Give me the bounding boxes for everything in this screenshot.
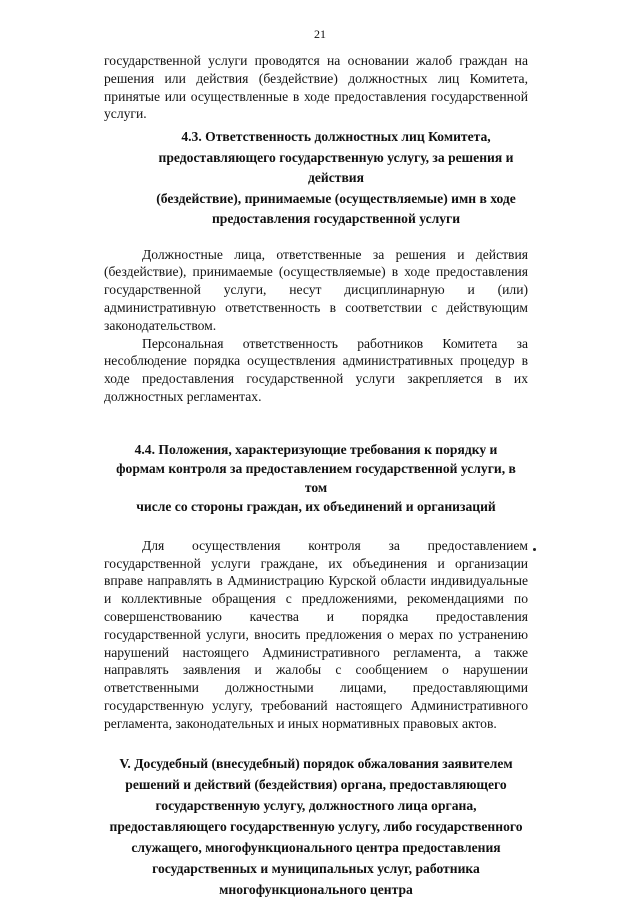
heading-line: государственную услугу, должностного лица органа, [155, 797, 477, 813]
heading-line: V. Досудебный (внесудебный) порядок обжалования заявителем [119, 755, 513, 771]
section-4-4-paragraph: Для осуществления контроля за предоставлением государственной услуги граждане, их объединения и организации вправе направлять в Администрацию Курской области индивидуальные и коллективные обращения с предложениями, рекомендациями по совершенствованию качества и порядка предоставления государственной услуги, вносить предложения о мерах по устранению нарушений настоящего Административного регламента, а также направлять заявления и жалобы с сообщением о нарушении ответственными должностными лицами, предоставляющими государственную услугу, требований настоящего Административного регламента, законодательных и иных нормативных правовых актов. [104, 537, 528, 731]
heading-line: 4.4. Положения, характеризующие требования к порядку и [134, 441, 498, 457]
page-content [104, 52, 528, 900]
section-4-4-heading [104, 440, 528, 516]
heading-line: государственных и муниципальных услуг, работника [152, 860, 480, 876]
section-5-heading [104, 753, 528, 900]
section-4-3-paragraph: Персональная ответственность работников Комитета за несоблюдение порядка осуществления административных процедур в ходе предоставления государственной услуги закрепляется в их должностных регламентах. [104, 335, 528, 405]
heading-line: формам контроля за предоставлением государственной услуги, в том [116, 460, 516, 495]
heading-line: предоставляющего государственную услугу, либо государственного [109, 818, 523, 834]
heading-line: предоставления государственной услуги [211, 211, 461, 227]
intro-paragraph: государственной услуги проводятся на основании жалоб граждан на решения или действия (бездействие) должностных лиц Комитета, принятые или осуществленные в ходе предоставления государственной услуги. [104, 53, 528, 122]
heading-line: решений и действий (бездействия) органа, предоставляющего [125, 776, 507, 792]
stray-dot-mark [533, 548, 536, 551]
section-4-3-paragraph: Должностные лица, ответственные за решения и действия (бездействие), принимаемые (осуществляемые) в ходе предоставления государственной услуги, несут дисциплинарную и (или) административную ответственность в соответствии с действующим законодательством. [104, 246, 528, 333]
heading-line: 4.3. Ответственность должностных лиц Комитета, [181, 129, 491, 145]
heading-line: числе со стороны граждан, их объединений и организаций [136, 498, 496, 514]
page-number: 21 [314, 27, 326, 41]
heading-line: (бездействие), принимаемые (осуществляемые) имн в ходе [156, 190, 516, 206]
heading-line: служащего, многофункционального центра предоставления [131, 839, 501, 855]
heading-line: многофункционального центра [219, 881, 413, 897]
section-4-3-heading [104, 127, 528, 230]
heading-line: предоставляющего государственную услугу, за решения и действия [158, 149, 514, 186]
